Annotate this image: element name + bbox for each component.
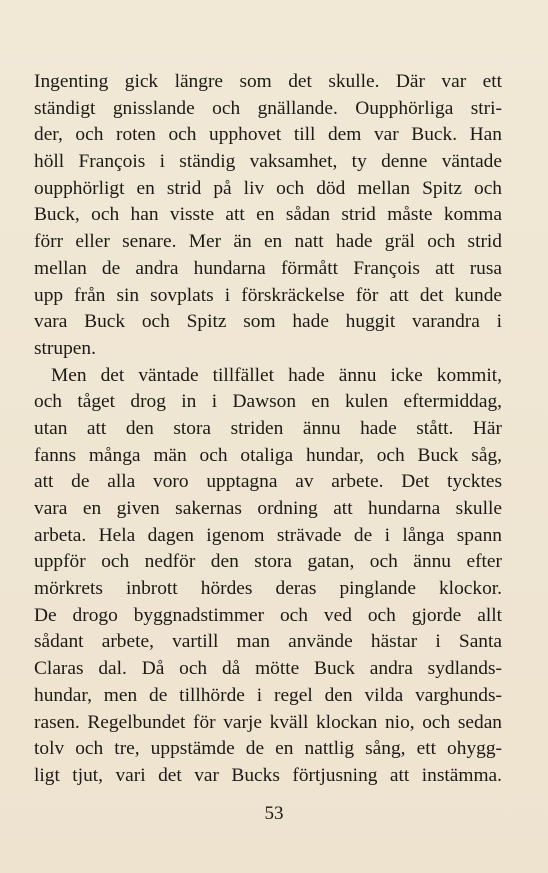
text-line: uppför och nedför den stora gatan, och ännu efter bbox=[34, 551, 502, 573]
text-line: tolv och tre, uppstämde de en nattlig sång, ett ohygg- bbox=[34, 738, 502, 760]
text-line: sådant arbete, vartill man använde hästar i Santa bbox=[34, 631, 502, 653]
text-line: mörkrets inbrott hördes deras pinglande klockor. bbox=[34, 578, 502, 600]
body-text bbox=[34, 69, 502, 790]
text-line: der, och roten och upphovet till dem var Buck. Han bbox=[34, 124, 502, 146]
text-line: upp från sin sovplats i förskräckelse för att det kunde bbox=[34, 284, 502, 306]
text-line: Claras dal. Då och då mötte Buck andra sydlands- bbox=[34, 658, 502, 680]
text-line: Buck, och han visste att en sådan strid måste komma bbox=[34, 204, 502, 226]
text-line: De drogo byggnadstimmer och ved och gjorde allt bbox=[34, 604, 502, 626]
text-line: och tåget drog in i Dawson en kulen eftermiddag, bbox=[34, 391, 502, 413]
text-line: ligt tjut, vari det var Bucks förtjusning att instämma. bbox=[34, 764, 502, 786]
text-line: fanns många män och otaliga hundar, och Buck såg, bbox=[34, 444, 502, 466]
text-line: Men det väntade tillfället hade ännu icke kommit, bbox=[51, 364, 502, 386]
page-number: 53 bbox=[264, 803, 284, 824]
text-line: ständigt gnisslande och gnällande. Oupphörliga stri- bbox=[34, 97, 502, 119]
text-line: Ingenting gick längre som det skulle. Där var ett bbox=[34, 71, 502, 92]
text-line: oupphörligt en strid på liv och död mellan Spitz och bbox=[34, 177, 502, 199]
text-line: mellan de andra hundarna förmått François att rusa bbox=[34, 257, 502, 279]
text-line: strupen. bbox=[34, 337, 96, 359]
text-line: arbeta. Hela dagen igenom strävade de i långa spann bbox=[34, 524, 502, 546]
text-line: vara Buck och Spitz som hade huggit varandra i bbox=[34, 311, 502, 333]
text-line: hundar, men de tillhörde i regel den vilda varghunds- bbox=[34, 684, 502, 706]
text-line: att de alla voro upptagna av arbete. Det tycktes bbox=[34, 471, 502, 493]
text-line: rasen. Regelbundet för varje kväll klockan nio, och sedan bbox=[34, 711, 502, 733]
text-line: utan att den stora striden ännu hade stått. Här bbox=[34, 417, 502, 439]
text-line: förr eller senare. Mer än en natt hade gräl och strid bbox=[34, 231, 502, 253]
text-line: vara en given sakernas ordning att hundarna skulle bbox=[34, 498, 502, 519]
text-line: höll François i ständig vaksamhet, ty denne väntade bbox=[34, 151, 502, 173]
